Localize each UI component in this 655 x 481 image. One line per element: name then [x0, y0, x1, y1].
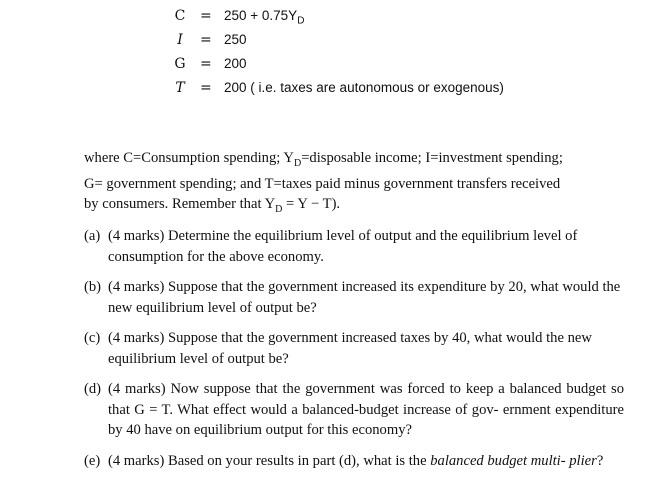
question-label: (b)	[84, 279, 102, 295]
eq-sign: =	[200, 32, 212, 48]
eq-sign: =	[200, 8, 212, 24]
question-text: (4 marks) Now suppose that the government was forced to keep a balanced budget so that G = T. What effect would a balanced-budget increase of gov- ernment expenditure by 40 have on equilibrium output for this economy?	[108, 381, 624, 438]
eq-lhs: I	[177, 32, 183, 48]
question-label: (d)	[84, 381, 102, 397]
question-item	[84, 328, 624, 369]
eq-sign: =	[200, 80, 212, 96]
definitions-text: by consumers. Remember that Y	[84, 195, 276, 212]
question-text: (4 marks) Based on your results in part (d), what is the	[108, 452, 431, 469]
question-emphasis: balanced budget multi- plier	[430, 452, 597, 469]
question-item	[84, 451, 624, 472]
subscript: D	[275, 203, 283, 215]
eq-rhs-text: 250 + 0.75Y	[224, 8, 298, 23]
question-label: (c)	[84, 330, 101, 346]
definitions-paragraph	[84, 148, 624, 220]
eq-lhs: T	[175, 80, 185, 96]
eq-rhs: 250	[224, 32, 247, 47]
eq-rhs: 200	[224, 56, 247, 71]
eq-subscript: D	[297, 15, 305, 27]
definitions-text: =disposable income; I=investment spending;	[301, 150, 563, 166]
definitions-text: = Y − T).	[282, 195, 341, 212]
question-text: (4 marks) Suppose that the government increased its expenditure by 20, what would the new equilibrium level of output be?	[108, 279, 621, 316]
question-item	[84, 226, 624, 267]
definitions-text: G= government spending; and T=taxes paid minus government transfers received	[84, 175, 561, 192]
eq-rhs: 200 ( i.e. taxes are autonomous or exogenous)	[224, 80, 504, 95]
eq-sign: =	[200, 56, 212, 72]
definitions-text: where C=Consumption spending; Y	[84, 150, 294, 166]
eq-lhs: G	[174, 56, 186, 72]
question-item	[84, 277, 624, 318]
eq-lhs: C	[174, 8, 186, 24]
question-label: (e)	[84, 452, 101, 469]
question-item	[84, 379, 624, 441]
question-list	[84, 226, 624, 481]
question-text: (4 marks) Determine the equilibrium level of output and the equilibrium level of consumption for the above economy.	[108, 228, 578, 265]
subscript: D	[293, 157, 302, 169]
question-text: ?	[596, 452, 604, 469]
question-text: (4 marks) Suppose that the government increased taxes by 40, what would the new equilibrium level of output be?	[108, 330, 592, 367]
question-label: (a)	[84, 228, 101, 244]
